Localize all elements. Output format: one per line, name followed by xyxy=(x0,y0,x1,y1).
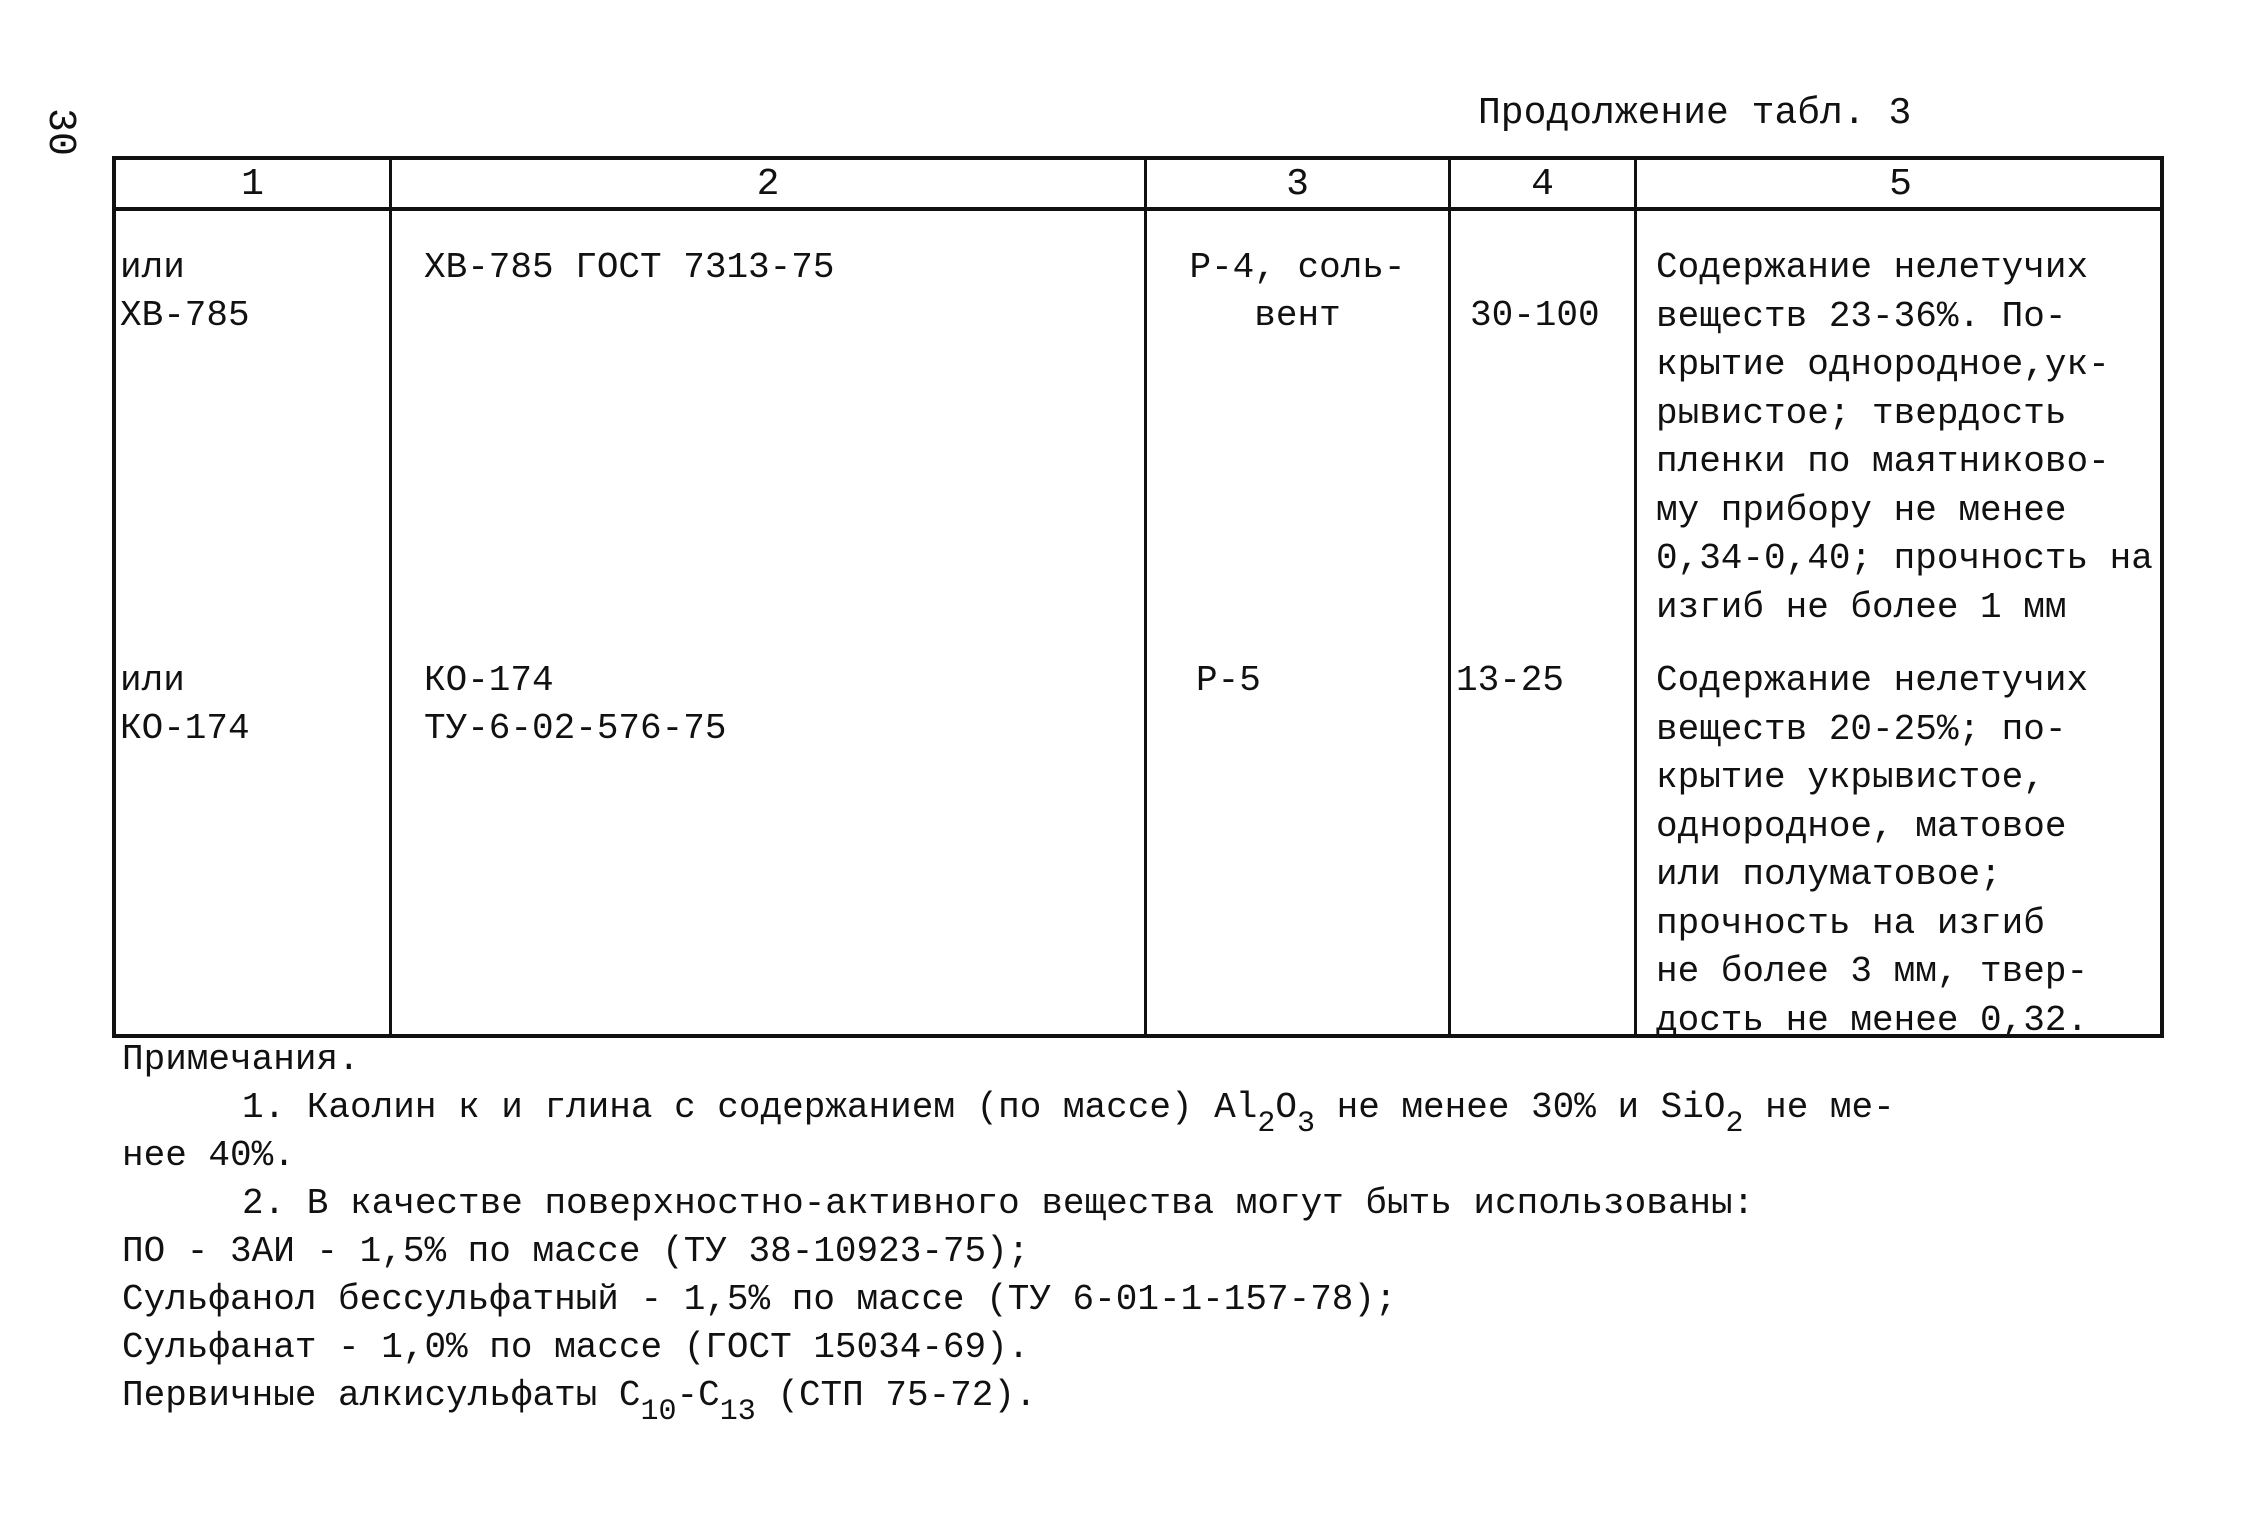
table-cell: 30-100 xyxy=(1470,295,1600,336)
column-header-2: 2 xyxy=(756,163,780,206)
table-cell: ХВ-785 ГОСТ 7313-75 xyxy=(424,247,835,288)
column-divider xyxy=(1634,160,1637,1034)
column-divider xyxy=(389,160,392,1034)
page-number: 30 xyxy=(37,108,82,157)
table-cell: КО-174 ТУ-6-02-576-75 xyxy=(424,660,727,749)
note-2-item: ПО - 3АИ - 1,5% по массе (ТУ 38-10923-75); xyxy=(122,1231,1030,1272)
table-cell: Р-4, соль- вент xyxy=(1189,247,1406,336)
table-cell: Р-5 xyxy=(1196,660,1261,701)
table-cell: Содержание нелетучих веществ 20-25%; по- крытие укрывистое, однородное, матовое или полуматовое; прочность на изгиб не более 3 мм, твер- дость не менее 0,32. xyxy=(1656,660,2089,1041)
note-2-item: Сульфанол бессульфатный - 1,5% по массе (ТУ 6-01-1-157-78); xyxy=(122,1279,1397,1320)
table-cell: Содержание нелетучих веществ 23-36%. По- крытие однородное,ук- рывистое; твердость пленки по маятниково- му прибору не менее 0,34-0,40; прочность на изгиб не более 1 мм xyxy=(1656,247,2153,628)
notes-title: Примечания. xyxy=(122,1039,360,1080)
table-cell: или ХВ-785 xyxy=(120,247,250,336)
column-header-1: 1 xyxy=(241,163,264,206)
column-header-5: 5 xyxy=(1889,163,1912,206)
column-header-3: 3 xyxy=(1286,163,1309,206)
note-2-item: Сульфанат - 1,0% по массе (ГОСТ 15034-69). xyxy=(122,1327,1030,1368)
notes-section xyxy=(122,1036,2142,1429)
table-cell: или КО-174 xyxy=(120,660,250,749)
table-continuation-caption: Продолжение табл. 3 xyxy=(1478,92,1912,135)
column-divider xyxy=(1448,160,1451,1034)
materials-table xyxy=(112,156,2164,1041)
column-header-4: 4 xyxy=(1531,163,1554,206)
note-1-continuation: нее 40%. xyxy=(122,1135,295,1176)
note-2-item: Первичные алкисульфаты $C_{10}-C_{13}$ (СТП 75-72). xyxy=(122,1375,1037,1429)
note-1: 1. Каолин к и глина с содержанием (по массе) $Al_2O_3$ не менее 30% и SiO$_2$ не ме- xyxy=(242,1087,1895,1141)
table-cell: 13-25 xyxy=(1456,660,1565,701)
note-2: 2. В качестве поверхностно-активного вещества могут быть использованы: xyxy=(242,1183,1755,1224)
